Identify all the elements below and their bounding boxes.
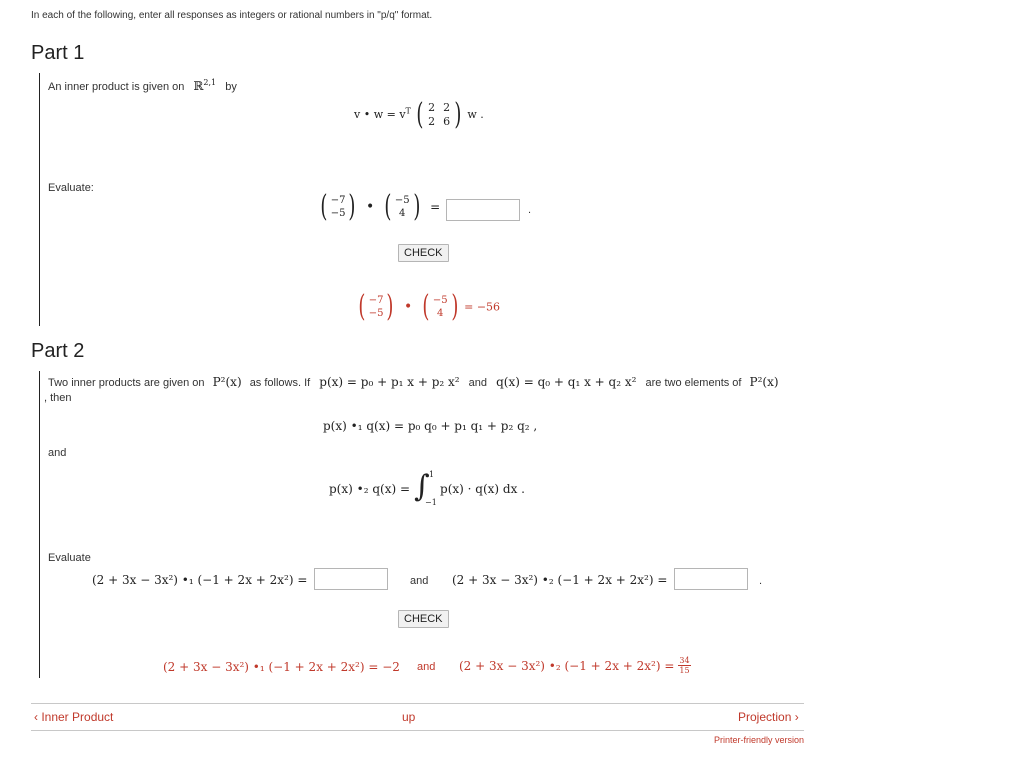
part1-bar — [39, 73, 40, 326]
part2-solution-and: and — [417, 661, 436, 673]
part2-bar — [39, 371, 40, 678]
footer-bottom-divider — [31, 730, 804, 731]
gram-matrix: ( 2 2 2 6 ) — [416, 97, 462, 132]
part1-period: . — [528, 204, 532, 216]
inner-product-1-definition: p(x) •₁ q(x) = p₀ q₀ + p₁ q₁ + p₂ q₂ , — [323, 419, 538, 433]
part1-answer-input[interactable] — [446, 199, 520, 221]
solution-fraction: $\frac{34}{15}$ — [679, 656, 690, 675]
part2-and-mid: and — [410, 575, 429, 587]
part1-check-button[interactable]: CHECK — [398, 244, 449, 262]
part1-inner-product-definition: v • $w = v^T$ ( 2 2 2 6 ) w . — [354, 97, 484, 132]
part2-solution-2: (2 + 3x − 3x²) •₂ (−1 + 2x + 2x²) = $\frac{34}{15}$ — [459, 656, 690, 675]
part1-question: ( −7 −5 ) • ( −5 4 ) = — [320, 189, 441, 224]
part2-title: Part 2 — [31, 340, 85, 362]
instructions: In each of the following, enter all responses as integers or rational numbers in "p/q" format. — [31, 10, 433, 21]
part2-answer-2-input[interactable] — [674, 568, 748, 590]
printer-friendly-link[interactable]: Printer-friendly version — [714, 735, 805, 745]
part1-solution: ( −7 −5 ) • ( −5 4 ) = −56 — [358, 289, 501, 324]
part2-and-label: and — [48, 447, 67, 459]
part2-answer-1-input[interactable] — [314, 568, 388, 590]
footer-top-divider — [31, 703, 804, 704]
part1-evaluate-label: Evaluate: — [48, 182, 94, 194]
part1-title: Part 1 — [31, 42, 85, 64]
part1-description: An inner product is given on ℝ$^{2,1}$ by — [48, 78, 237, 93]
inner-product-2-definition: p(x) •₂ q(x) = ∫ 1 −1 p(x) · q(x) dx . — [329, 469, 525, 507]
part2-evaluate-label: Evaluate — [48, 552, 91, 564]
next-page-link[interactable]: Projection › — [738, 710, 799, 724]
part2-check-button[interactable]: CHECK — [398, 610, 449, 628]
part2-question-2: (2 + 3x − 3x²) •₂ (−1 + 2x + 2x²) = — [452, 573, 668, 587]
part2-question-1: (2 + 3x − 3x²) •₁ (−1 + 2x + 2x²) = — [92, 573, 308, 587]
part2-solution-1: (2 + 3x − 3x²) •₁ (−1 + 2x + 2x²) = −2 — [163, 660, 400, 674]
part2-period: . — [759, 575, 763, 587]
part2-then: , then — [44, 392, 72, 404]
up-link[interactable]: up — [402, 710, 416, 724]
part2-description: Two inner products are given on P²(x) as follows. If p(x) = p₀ + p₁ x + p₂ x² and q(x) = q₀ + q₁ x + q₂ x² are two elements of P²(x) — [48, 375, 779, 389]
prev-page-link[interactable]: ‹ Inner Product — [34, 710, 114, 724]
